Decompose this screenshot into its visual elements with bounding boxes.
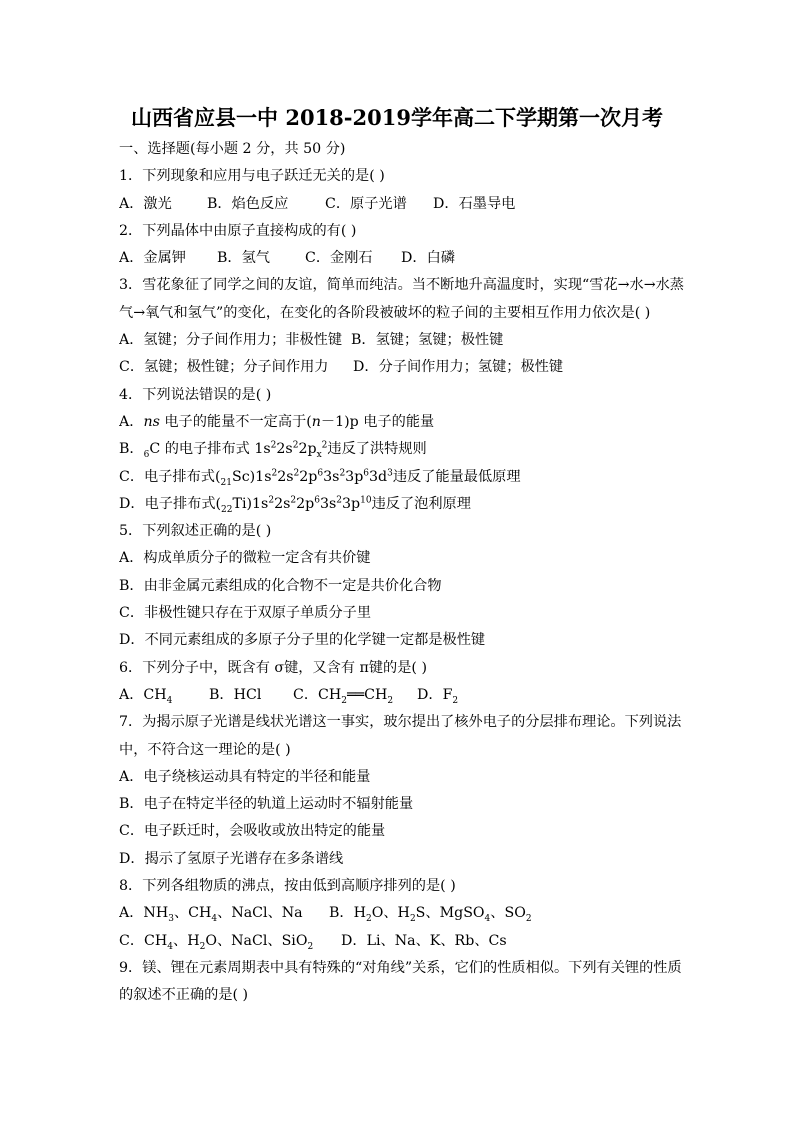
question-6-stem: 6．下列分子中，既含有 σ键，又含有 π键的是( ) xyxy=(119,659,428,676)
option-c: C．非极性键只存在于双原子单质分子里 xyxy=(119,605,372,622)
option-d: D．电子排布式$(_{22}Ti)1s^22s^22p^63s^23p^{10}$违反了泡利原理 xyxy=(119,495,471,515)
option-c: C．原子光谱 xyxy=(325,195,407,212)
option-c: C．氢键；极性键；分子间作用力 xyxy=(119,359,329,376)
page-title: 山西省应县一中 2018-2019学年高二下学期第一次月考 xyxy=(131,105,663,130)
question-3-stem-line1: 3．雪花象征了同学之间的友谊，简单而纯洁。当不断地升高温度时，实现“雪花→水→水蒸 xyxy=(119,277,684,294)
question-1-stem: 1．下列现象和应用与电子跃迁无关的是( ) xyxy=(119,168,385,185)
option-a: A．$NH_3$、$CH_4$、NaCl、Na xyxy=(119,905,303,925)
option-b: B．氢气 xyxy=(217,250,270,267)
option-c: C．电子跃迁时，会吸收或放出特定的能量 xyxy=(119,823,386,840)
option-a: A．金属钾 xyxy=(119,250,186,267)
option-a: A．ns 电子的能量不一定高于(n－1)p 电子的能量 xyxy=(119,413,435,430)
option-c: C．金刚石 xyxy=(305,250,373,267)
option-d: D．不同元素组成的多原子分子里的化学键一定都是极性键 xyxy=(119,632,486,649)
option-b: B．由非金属元素组成的化合物不一定是共价化合物 xyxy=(119,577,442,594)
question-4-stem: 4．下列说法错误的是( ) xyxy=(119,386,272,403)
question-3-options-ab xyxy=(119,327,689,354)
option-d: D．分子间作用力；氢键；极性键 xyxy=(353,359,564,376)
option-b: B．$H_2O$、$H_2S$、MgSO$_4$、$SO_2$ xyxy=(329,905,532,925)
option-a: A．激光 xyxy=(119,195,172,212)
option-c: C．$CH_2══CH_2$ xyxy=(293,686,394,706)
question-content xyxy=(119,136,689,1010)
option-c: C．$CH_4$、$H_2O$、NaCl、SiO$_2$ xyxy=(119,932,314,952)
question-9-stem-line2: 的叙述不正确的是( ) xyxy=(119,987,249,1004)
option-d: D．揭示了氢原子光谱存在多条谱线 xyxy=(119,850,344,867)
option-d: D．白磷 xyxy=(401,250,455,267)
question-1-options xyxy=(119,191,689,218)
option-a: A．氢键；分子间作用力；非极性键 xyxy=(119,332,343,349)
option-b: B．电子在特定半径的轨道上运动时不辐射能量 xyxy=(119,796,414,813)
question-3-stem-line2: 气→氧气和氢气”的变化，在变化的各阶段被破坏的粒子间的主要相互作用力依次是( ) xyxy=(119,304,651,321)
option-a: A．电子绕核运动具有特定的半径和能量 xyxy=(119,768,371,785)
question-8-options-ab xyxy=(119,900,689,927)
question-2-stem: 2．下列晶体中由原子直接构成的有( ) xyxy=(119,222,357,239)
question-3-options-cd xyxy=(119,354,689,381)
question-5-stem: 5．下列叙述正确的是( ) xyxy=(119,523,272,540)
option-d: D．石墨导电 xyxy=(433,195,516,212)
question-8-options-cd xyxy=(119,928,689,955)
option-b: B．焰色反应 xyxy=(207,195,289,212)
question-7-stem-line1: 7．为揭示原子光谱是线状光谱这一事实，玻尔提出了核外电子的分层排布理论。下列说法 xyxy=(119,714,682,731)
option-b: B．$_6$C 的电子排布式 $1s^22s^22p_x^2$违反了洪特规则 xyxy=(119,440,427,461)
question-7-stem-line2: 中，不符合这一理论的是( ) xyxy=(119,741,291,758)
option-d: D．$F_2$ xyxy=(417,686,459,706)
question-9-stem-line1: 9．镁、锂在元素周期表中具有特殊的“对角线”关系，它们的性质相似。下列有关锂的性质 xyxy=(119,959,682,976)
option-b: B．氢键；氢键；极性键 xyxy=(351,332,504,349)
question-6-options xyxy=(119,682,689,709)
option-c: C．电子排布式$(_{21}Sc)1s^22s^22p^63s^23p^63d^3$违反了能量最低原理 xyxy=(119,467,521,488)
option-a: A．构成单质分子的微粒一定含有共价键 xyxy=(119,550,371,567)
option-b: B．HCl xyxy=(209,686,262,703)
question-2-options xyxy=(119,245,689,272)
question-8-stem: 8．下列各组物质的沸点，按由低到高顺序排列的是( ) xyxy=(119,878,456,895)
option-d: D．Li、Na、K、Rb、Cs xyxy=(341,932,507,949)
section-heading: 一、选择题(每小题 2 分，共 50 分) xyxy=(119,141,346,157)
option-a: A．$CH_4$ xyxy=(119,686,173,706)
